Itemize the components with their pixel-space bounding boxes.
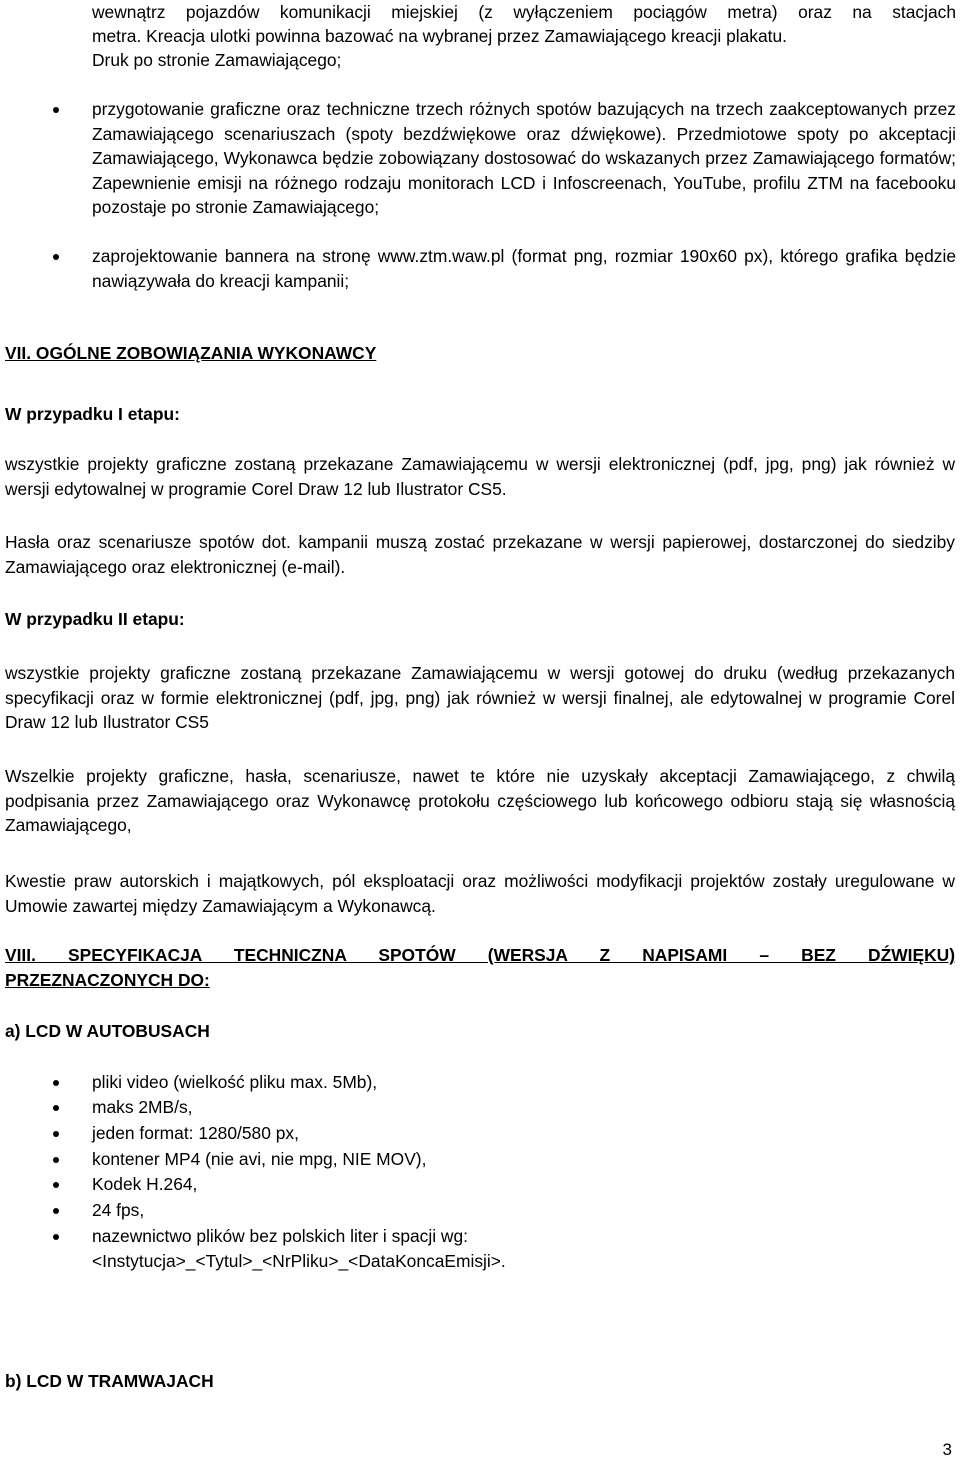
lcd-buses-heading: a) LCD W AUTOBUSACH	[5, 1021, 210, 1041]
spec-item-bitrate: maks 2MB/s,	[92, 1097, 193, 1117]
continuation-line-2: metra. Kreacja ulotki powinna bazować na wybranej przez Zamawiającego kreacji plakatu.	[92, 26, 788, 46]
spec-item-fps: 24 fps,	[92, 1200, 145, 1220]
stage-1-paragraph: wszystkie projekty graficzne zostaną przekazane Zamawiającemu w wersji elektronicznej (pdf, jpg, png) jak również w wersji edytowalnej w programie Corel Draw 12 lub Ilustrator CS5.	[5, 454, 955, 499]
bullet-dot	[53, 1105, 59, 1111]
spec-item-codec: Kodek H.264,	[92, 1174, 198, 1194]
scripts-paragraph: Hasła oraz scenariusze spotów dot. kampanii muszą zostać przekazane w wersji papierowej, dostarczonej do siedziby Zamawiającego oraz elektronicznej (e-mail).	[5, 532, 955, 577]
bullet-spots: przygotowanie graficzne oraz techniczne trzech różnych spotów bazujących na trzech zaakceptowanych przez Zamawiającego scenariuszach (spoty bezdźwiękowe oraz dźwiękowe). Przedmiotowe spoty po akceptacji Zamawiającego, Wykonawca będzie zobowiązany dostosować do wskazanych przez Zamawiającego formatów; Zapewnienie emisji na różnego rodzaju monitorach LCD i Infoscreenach, YouTube, profilu ZTM na facebooku pozostaje po stronie Zamawiającego;	[92, 99, 956, 217]
bullet-dot	[53, 107, 59, 113]
bullet-dot	[53, 254, 59, 260]
bullet-dot	[53, 1080, 59, 1086]
spec-item-container: kontener MP4 (nie avi, nie mpg, NIE MOV),	[92, 1149, 427, 1169]
lcd-trams-heading: b) LCD W TRAMWAJACH	[5, 1371, 214, 1391]
spec-item-format: jeden format: 1280/580 px,	[92, 1123, 299, 1143]
section-vii-heading: VII. OGÓLNE ZOBOWIĄZANIA WYKONAWCY	[5, 343, 377, 363]
bullet-dot	[53, 1234, 59, 1240]
continuation-line-3: Druk po stronie Zamawiającego;	[92, 50, 342, 70]
stage-1-heading: W przypadku I etapu:	[5, 404, 180, 424]
spec-item-naming-pattern: <Instytucja>_<Tytul>_<NrPliku>_<DataKoncaEmisji>.	[92, 1251, 506, 1271]
bullet-dot	[53, 1208, 59, 1214]
section-viii-heading: VIII. SPECYFIKACJA TECHNICZNA SPOTÓW (WERSJA Z NAPISAMI – BEZ DŹWIĘKU)	[5, 945, 955, 965]
stage-2-heading: W przypadku II etapu:	[5, 609, 185, 629]
ownership-paragraph: Wszelkie projekty graficzne, hasła, scenariusze, nawet te które nie uzyskały akceptacji Zamawiającego, z chwilą podpisania przez Zamawiającego oraz Wykonawcę protokołu częściowego lub końcowego odbioru stają się własnością Zamawiającego,	[5, 766, 955, 835]
spec-item-file-size: pliki video (wielkość pliku max. 5Mb),	[92, 1072, 378, 1092]
copyright-paragraph: Kwestie praw autorskich i majątkowych, pól eksploatacji oraz możliwości modyfikacji projektów zostały uregulowane w Umowie zawartej między Zamawiającym a Wykonawcą.	[5, 871, 955, 916]
page-number: 3	[942, 1440, 952, 1459]
spec-item-naming: nazewnictwo plików bez polskich liter i spacji wg:	[92, 1226, 468, 1246]
bullet-dot	[53, 1131, 59, 1137]
stage-2-paragraph: wszystkie projekty graficzne zostaną przekazane Zamawiającemu w wersji gotowej do druku (według przekazanych specyfikacji oraz w formie elektronicznej (pdf, jpg, png) jak również w wersji finalnej, ale edytowalnej w programie Corel Draw 12 lub Ilustrator CS5	[5, 663, 955, 732]
bullet-dot	[53, 1182, 59, 1188]
continuation-line-1: wewnątrz pojazdów komunikacji miejskiej (z wyłączeniem pociągów metra) oraz na stacjach	[92, 2, 956, 22]
section-viii-heading-line-2: PRZEZNACZONYCH DO:	[5, 970, 210, 990]
bullet-dot	[53, 1157, 59, 1163]
bullet-banner: zaprojektowanie bannera na stronę www.ztm.waw.pl (format png, rozmiar 190x60 px), którego grafika będzie nawiązywała do kreacji kampanii;	[92, 246, 956, 291]
